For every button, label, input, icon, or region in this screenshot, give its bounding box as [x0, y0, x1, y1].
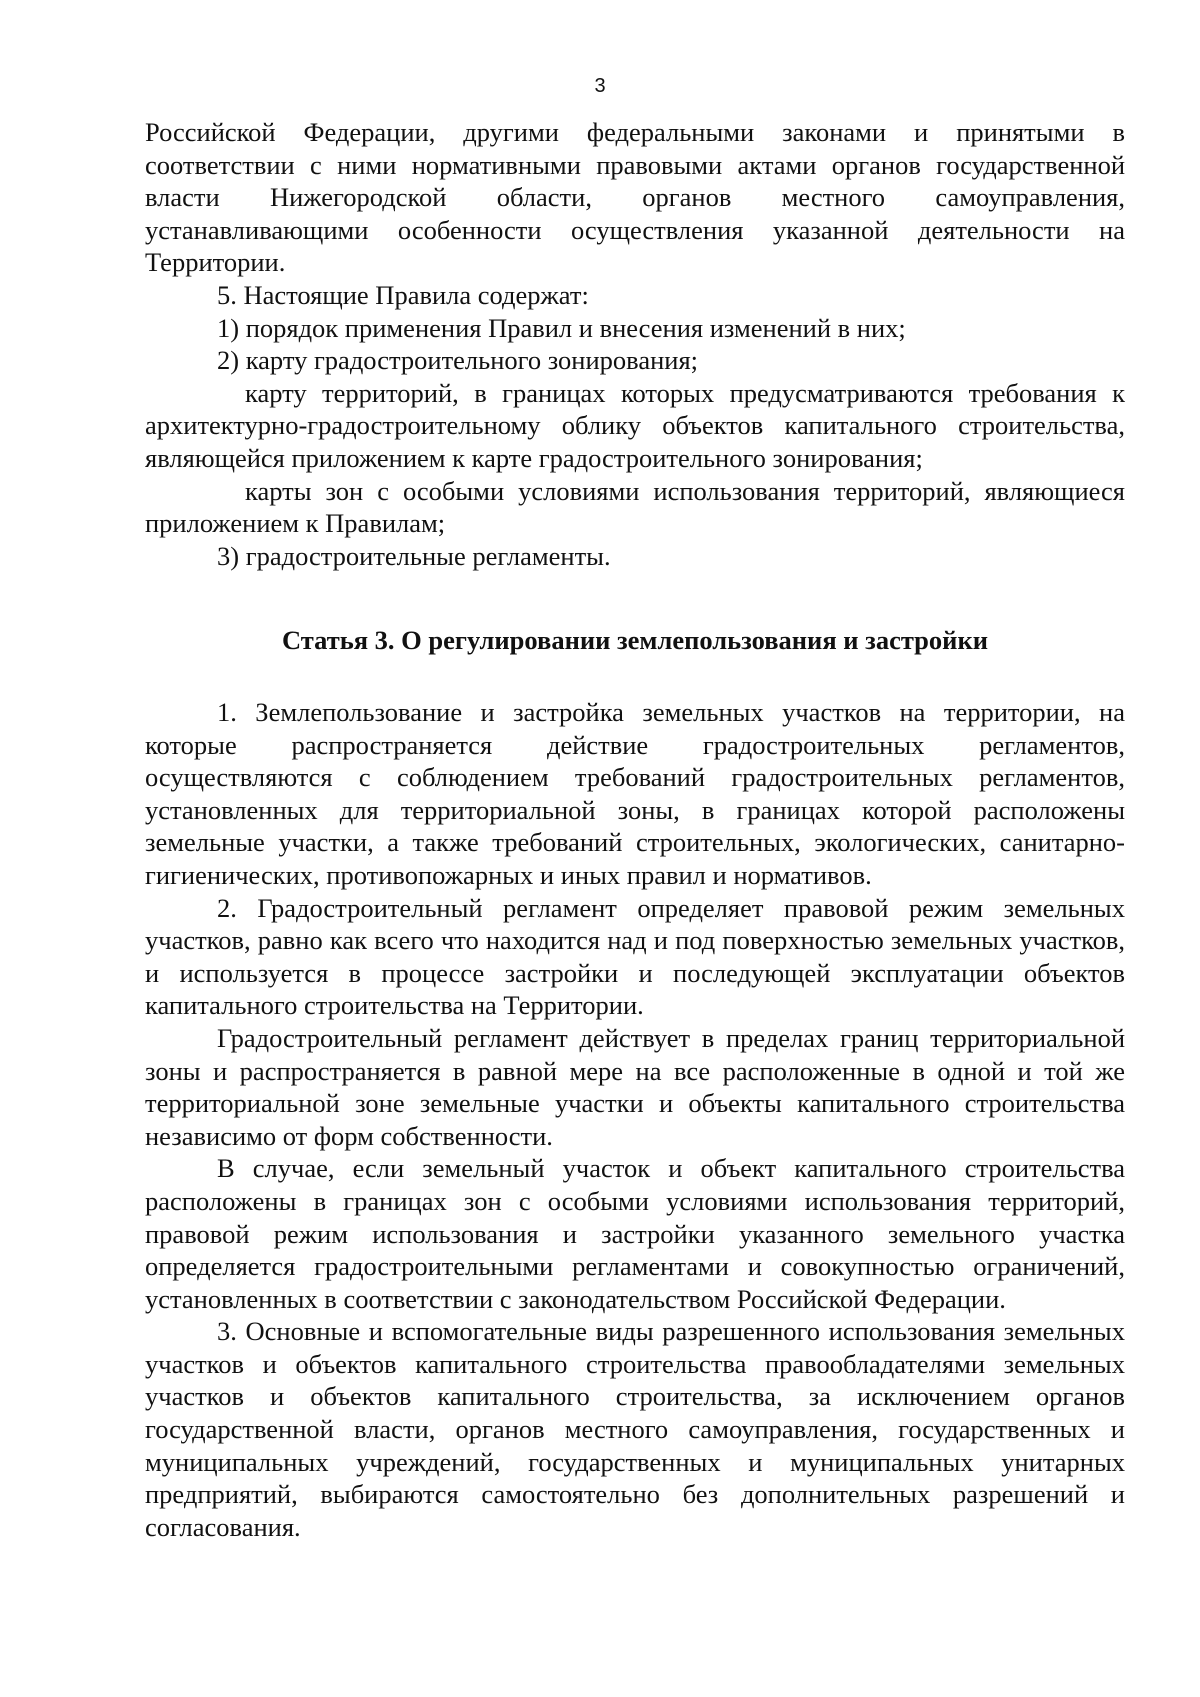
body-text-block-2: [145, 696, 1125, 1543]
paragraph-2-special-zones: В случае, если земельный участок и объект капитального строительства расположены в границах зон с особыми условиями использования территорий, правовой режим использования и застройки указанного земельного участка определяется градостроительными регламентами и совокупностью ограничений, установленных в соответствии с законодательством Российской Федерации.: [145, 1153, 1125, 1314]
list-item-2-map-appearance: карту территорий, в границах которых предусматриваются требования к архитектурно-градостроительному облику объектов капитального строительства, являющейся приложением к карте градостроительного зонирования;: [145, 377, 1125, 473]
paragraph-1: 1. Землепользование и застройка земельных участков на территории, на которые распространяется действие градостроительных регламентов, осуществляются с соблюдением требований градостроительных регламентов, установленных для территориальной зоны, в границах которой расположены земельные участки, а также требований строительных, экологических, санитарно-гигиенических, противопожарных и иных правил и нормативов.: [145, 697, 1125, 890]
list-item-2-map-zones: карты зон с особыми условиями использования территорий, являющиеся приложением к Правилам;: [145, 475, 1125, 539]
paragraph-item-5: 5. Настоящие Правила содержат:: [217, 279, 589, 310]
page-number: 3: [594, 75, 606, 97]
list-item-2: 2) карту градостроительного зонирования;: [217, 345, 698, 376]
body-text-block-1: [145, 116, 1125, 572]
article-heading: Статья 3. О регулировании землепользования и застройки: [282, 625, 988, 655]
paragraph-2: 2. Градостроительный регламент определяет правовой режим земельных участков, равно как всего что находится над и под поверхностью земельных участков, и используется в процессе застройки и последующей эксплуатации объектов капитального строительства на Территории.: [145, 892, 1125, 1021]
paragraph-3: 3. Основные и вспомогательные виды разрешенного использования земельных участков и объектов капитального строительства правообладателями земельных участков и объектов капитального строительства, за исключением органов государственной власти, органов местного самоуправления, государственных и муниципальных учреждений, государственных и муниципальных унитарных предприятий, выбираются самостоятельно без дополнительных разрешений и согласования.: [145, 1316, 1125, 1542]
paragraph-continuation: Российской Федерации, другими федеральными законами и принятыми в соответствии с ними нормативными правовыми актами органов государственной власти Нижегородской области, органов местного самоуправления, устанавливающими особенности осуществления указанной деятельности на Территории.: [145, 117, 1125, 278]
list-item-3: 3) градостроительные регламенты.: [217, 540, 611, 571]
paragraph-2-continued: Градостроительный регламент действует в пределах границ территориальной зоны и распространяется в равной мере на все расположенные в одной и той же территориальной зоне земельные участки и объекты капитального строительства независимо от форм собственности.: [145, 1022, 1125, 1151]
list-item-1: 1) порядок применения Правил и внесения изменений в них;: [217, 312, 906, 343]
